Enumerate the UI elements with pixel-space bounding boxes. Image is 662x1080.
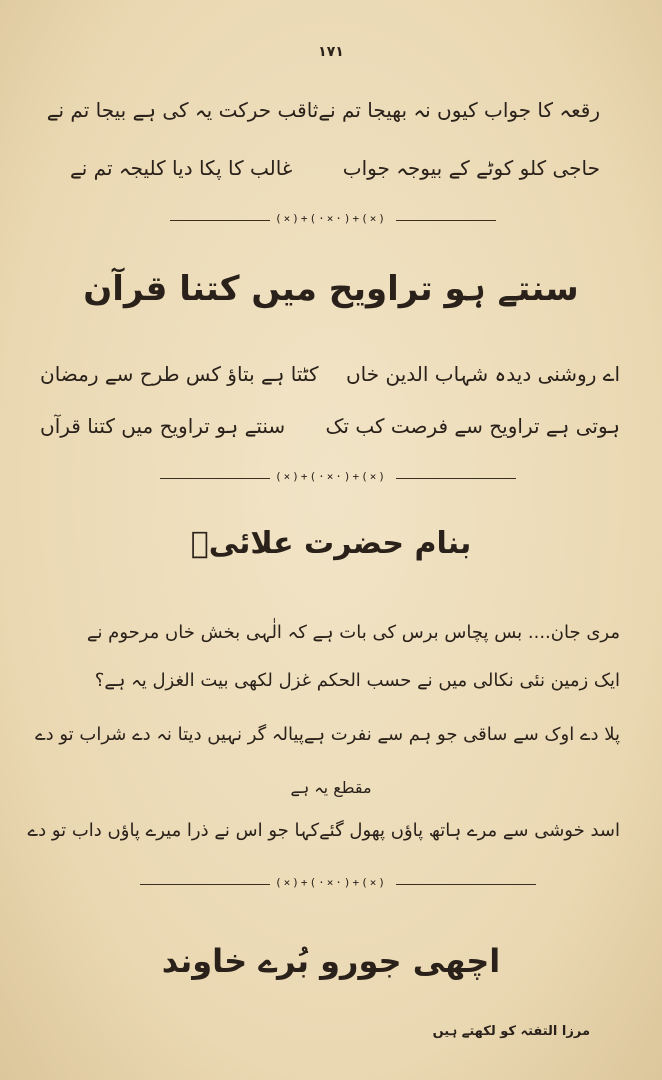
misra: ہوتی ہے تراویح سے فرصت کب تک bbox=[325, 414, 620, 438]
section-heading: اچھی جورو بُرے خاوند bbox=[161, 942, 501, 980]
prose-line: مری جان.... بس پچاس برس کی بات ہے کہ الٰہی بخش خاں مرحوم نے bbox=[86, 622, 620, 643]
misra: اسد خوشی سے مرے ہاتھ پاؤں پھول گئے bbox=[319, 820, 620, 841]
couplet-row bbox=[40, 414, 620, 438]
misra: سنتے ہو تراویح میں کتنا قرآں bbox=[40, 414, 286, 438]
misra: کہا جو اس نے ذرا میرے پاؤں داب تو دے bbox=[27, 820, 320, 841]
misra: پلا دے اوک سے ساقی جو ہم سے نفرت ہے bbox=[303, 724, 620, 745]
misra: غالب کا پکا دیا کلیجہ تم نے bbox=[70, 156, 293, 180]
ornamental-divider: (×)+(·×·)+(×) bbox=[0, 876, 662, 892]
ornamental-divider: (×)+(·×·)+(×) bbox=[0, 470, 662, 486]
misra: ثاقب حرکت یہ کی ہے بیجا تم نے bbox=[46, 98, 319, 122]
section-heading: بنام حضرت علائیؔ bbox=[190, 526, 472, 561]
misra: رقعہ کا جواب کیوں نہ بھیجا تم نے bbox=[318, 98, 600, 122]
couplet-row bbox=[70, 156, 600, 180]
letter-salutation: مرزا التفتہ کو لکھتے ہیں bbox=[432, 1024, 590, 1039]
prose-line: ایک زمین نئی نکالی میں نے حسب الحکم غزل لکھی بیت الغزل یہ ہے؟ bbox=[94, 670, 620, 691]
misra: اے روشنی دیدہ شہاب الدین خاں bbox=[345, 362, 620, 386]
couplet-row bbox=[27, 820, 620, 841]
ornamental-divider: (×)+(·×·)+(×) bbox=[0, 212, 662, 228]
couplet-row bbox=[40, 362, 620, 386]
section-heading: سنتے ہو تراویح میں کتنا قرآن bbox=[83, 269, 579, 309]
misra: حاجی کلو کوٹے کے بیوجہ جواب bbox=[342, 156, 600, 180]
couplet-row bbox=[46, 98, 600, 122]
maqta-label: مقطع یہ ہے bbox=[290, 778, 372, 797]
page-number: ۱۷۱ bbox=[318, 44, 344, 60]
couplet-row bbox=[35, 724, 620, 745]
misra: کٹتا ہے بتاؤ کس طرح سے رمضان bbox=[40, 362, 319, 386]
misra: پیالہ گر نہیں دیتا نہ دے شراب تو دے bbox=[35, 724, 304, 745]
